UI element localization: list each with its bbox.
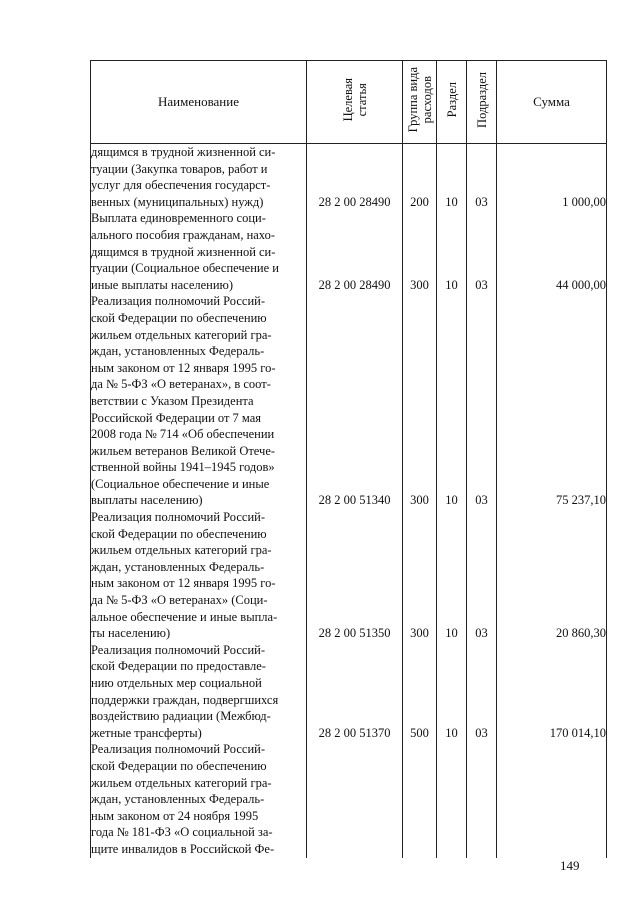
row-name: Реализация полномочий Россий- ской Федерации по обеспечению жильем отдельных категорий гра- ждан, установленных Федераль- ным законом от 24 ноября 1995 года № 181-ФЗ «О социальной за- щите инвалидов в Российской Фе-	[91, 741, 307, 857]
row-target	[307, 741, 403, 857]
row-target: 28 2 00 51340	[307, 293, 403, 509]
header-target: Целевая статья	[307, 61, 403, 144]
table-row	[91, 509, 607, 642]
page-number: 149	[560, 858, 580, 873]
table-row	[91, 293, 607, 509]
row-group: 300	[403, 210, 437, 293]
row-name: Реализация полномочий Россий- ской Федерации по предоставле- нию отдельных мер социальной поддержки граждан, подвергшихся воздействию радиации (Межбюд- жетные трансферты)	[91, 642, 307, 742]
row-section: 10	[437, 210, 467, 293]
row-sum: 170 014,10	[497, 642, 607, 742]
row-group	[403, 741, 437, 857]
header-sum: Сумма	[497, 61, 607, 144]
row-target: 28 2 00 51370	[307, 642, 403, 742]
table-header-row	[91, 61, 607, 144]
row-target: 28 2 00 51350	[307, 509, 403, 642]
table-row	[91, 741, 607, 857]
row-section: 10	[437, 293, 467, 509]
header-section: Раздел	[437, 61, 467, 144]
row-group: 500	[403, 642, 437, 742]
table-row	[91, 210, 607, 293]
table-row	[91, 144, 607, 211]
row-section	[437, 741, 467, 857]
row-subsection: 03	[467, 642, 497, 742]
header-name: Наименование	[91, 61, 307, 144]
row-group: 200	[403, 144, 437, 211]
row-section: 10	[437, 642, 467, 742]
row-sum: 1 000,00	[497, 144, 607, 211]
table-row	[91, 642, 607, 742]
row-subsection: 03	[467, 210, 497, 293]
row-subsection: 03	[467, 144, 497, 211]
row-name: Выплата единовременного соци- ального пособия гражданам, нахо- дящимся в трудной жизненной си- туации (Социальное обеспечение и иные выплаты населению)	[91, 210, 307, 293]
row-target: 28 2 00 28490	[307, 210, 403, 293]
row-sum: 75 237,10	[497, 293, 607, 509]
row-name: Реализация полномочий Россий- ской Федерации по обеспечению жильем отдельных категорий гра- ждан, установленных Федераль- ным законом от 12 января 1995 го- да № 5-ФЗ «О ветеранах», в соот- ветствии с Указом Президента Российской Федерации от 7 мая 2008 года № 714 «Об обеспечении жильем ветеранов Великой Отече- ственной войны 1941–1945 годов» (Социальное обеспечение и иные выплаты населению)	[91, 293, 307, 509]
row-subsection	[467, 741, 497, 857]
row-section: 10	[437, 144, 467, 211]
row-group: 300	[403, 293, 437, 509]
row-sum: 44 000,00	[497, 210, 607, 293]
header-group: Группа вида расходов	[403, 61, 437, 144]
row-sum	[497, 741, 607, 857]
row-section: 10	[437, 509, 467, 642]
row-group: 300	[403, 509, 437, 642]
row-name: дящимся в трудной жизненной си- туации (Закупка товаров, работ и услуг для обеспечения государст- венных (муниципальных) нужд)	[91, 144, 307, 211]
row-name: Реализация полномочий Россий- ской Федерации по обеспечению жильем отдельных категорий гра- ждан, установленных Федераль- ным законом от 12 января 1995 го- да № 5-ФЗ «О ветеранах» (Соци- альное обеспечение и иные выпла- ты населению)	[91, 509, 307, 642]
header-subsection: Подраздел	[467, 61, 497, 144]
row-subsection: 03	[467, 509, 497, 642]
budget-table	[90, 60, 607, 858]
row-target: 28 2 00 28490	[307, 144, 403, 211]
row-subsection: 03	[467, 293, 497, 509]
row-sum: 20 860,30	[497, 509, 607, 642]
